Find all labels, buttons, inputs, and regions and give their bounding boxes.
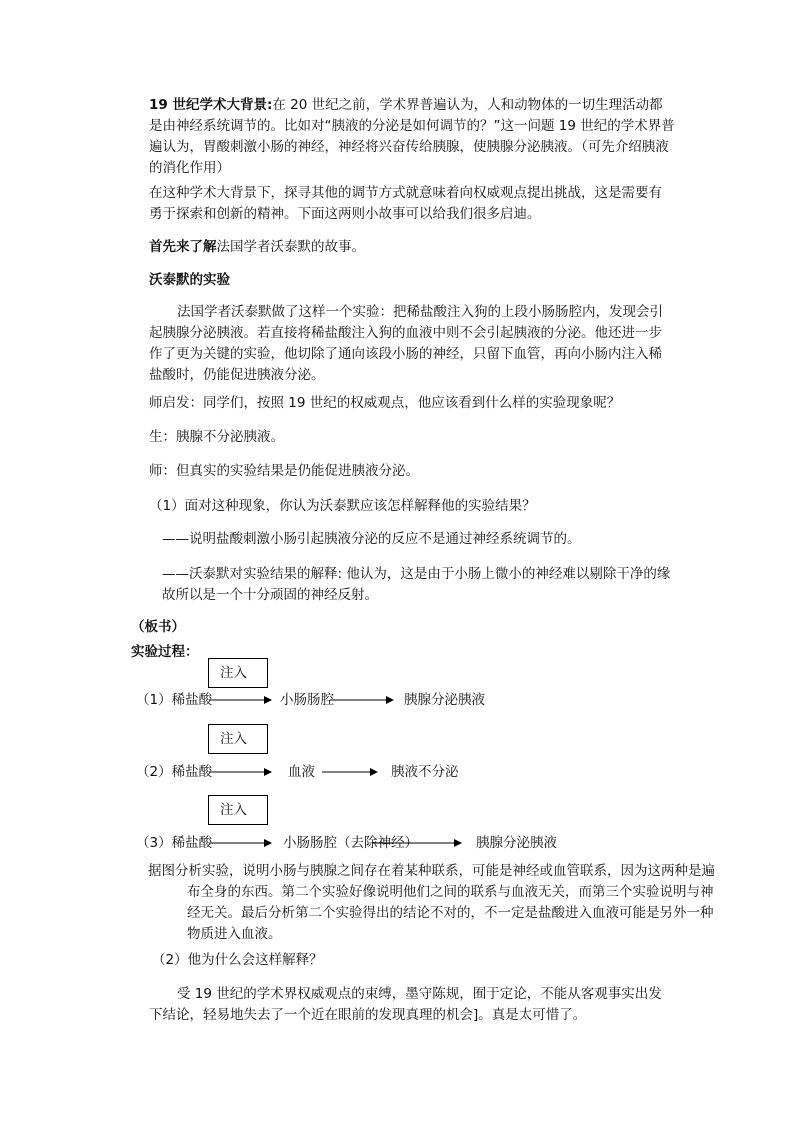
row-3-middle: 小肠肠腔（去除神经） xyxy=(283,835,418,851)
experiment-paragraph: 法国学者沃泰默做了这样一个实验：把稀盐酸注入狗的上段小肠肠腔内，发现会引起胰腺分泌胰液。若直接将稀盐酸注入狗的血液中则不会引起胰液的分泌。他还进一步作了更为关键的实验，他切除了通向该段小肠的神经，只留下血管，再向小肠内注入稀盐酸时，仍能促进胰液分泌。 xyxy=(149,304,663,383)
row-1-middle: 小肠肠腔 xyxy=(280,692,334,708)
analysis-paragraph: 据图分析实验，说明小肠与胰腺之间存在着某种联系，可能是神经或血管联系，因为这两种是遍布全身的东西。第二个实验好像说明他们之间的联系与血液无关，而第三个实验说明与神经无关。最后分析第二个实验得出的结论不对的，不一定是盐酸进入血液可能是另外一种物质进入血液。 xyxy=(148,863,715,942)
arrow-icon xyxy=(372,838,462,848)
conclusion-paragraph: 受 19 世纪的学术界权威观点的束缚，墨守陈规，囿于定论，不能从客观事实出发下结论，轻易地失去了一个近在眼前的发现真理的机会]。真是太可惜了。 xyxy=(149,986,662,1023)
row-3-result: 胰腺分泌胰液 xyxy=(476,835,557,851)
arrow-icon xyxy=(210,695,272,705)
row-2-start: （2）稀盐酸 xyxy=(136,764,213,780)
row-1-result: 胰腺分泌胰液 xyxy=(404,692,485,708)
arrow-icon xyxy=(210,838,272,848)
inject-box-2: 注入 xyxy=(208,724,268,754)
arrow-icon xyxy=(210,767,272,777)
question-1: （1）面对这种现象，你认为沃泰默应该怎样解释他的实验结果？ xyxy=(149,498,536,514)
student-answer: 生：胰腺不分泌胰液。 xyxy=(149,429,284,445)
row-2-middle: 血液 xyxy=(288,764,315,780)
intro-paragraph xyxy=(149,95,675,179)
inject-box-1: 注入 xyxy=(208,658,268,688)
board-title: （板书） xyxy=(131,619,185,635)
teacher-question: 师启发：同学们，按照 19 世纪的权威观点，他应该看到什么样的实验现象呢？ xyxy=(149,395,621,411)
row-3-start: （3）稀盐酸 xyxy=(136,835,213,851)
story-intro-text: 法国学者沃泰默的故事。 xyxy=(216,239,365,255)
background-paragraph: 在这种学术大背景下，探寻其他的调节方式就意味着向权威观点提出挑战，这是需要有勇于探索和创新的精神。下面这两则小故事可以给我们很多启迪。 xyxy=(149,185,662,222)
answer-1a: ——说明盐酸刺激小肠引起胰液分泌的反应不是通过神经系统调节的。 xyxy=(162,531,581,547)
question-2: （2）他为什么会这样解释？ xyxy=(152,952,323,968)
arrow-icon xyxy=(322,767,378,777)
answer-1b: ——沃泰默对实验结果的解释: 他认为，这是由于小肠上微小的神经难以剔除干净的缘故所以是一个十分顽固的神经反射。 xyxy=(162,566,671,603)
section-title: 沃泰默的实验 xyxy=(149,272,230,288)
teacher-answer: 师：但真实的实验结果是仍能促进胰液分泌。 xyxy=(149,463,419,479)
arrow-icon xyxy=(330,695,394,705)
intro-heading: 19 世纪学术大背景: xyxy=(149,97,273,113)
process-label: 实验过程： xyxy=(131,644,199,660)
story-intro-bold: 首先来了解 xyxy=(149,239,217,255)
story-intro-paragraph xyxy=(149,237,675,258)
row-2-result: 胰液不分泌 xyxy=(391,764,459,780)
intro-text: 在 20 世纪之前，学术界普遍认为，人和动物体的一切生理活动都是由神经系统调节的。比如对“胰液的分泌是如何调节的？”这一问题 19 世纪的学术界普遍认为，胃酸刺激小肠的神经，神经将兴奋传给胰腺，使胰腺分泌胰液。（可先介绍胰液的消化作用） xyxy=(149,97,675,176)
row-1-start: （1）稀盐酸 xyxy=(136,692,213,708)
inject-box-3: 注入 xyxy=(208,795,268,825)
